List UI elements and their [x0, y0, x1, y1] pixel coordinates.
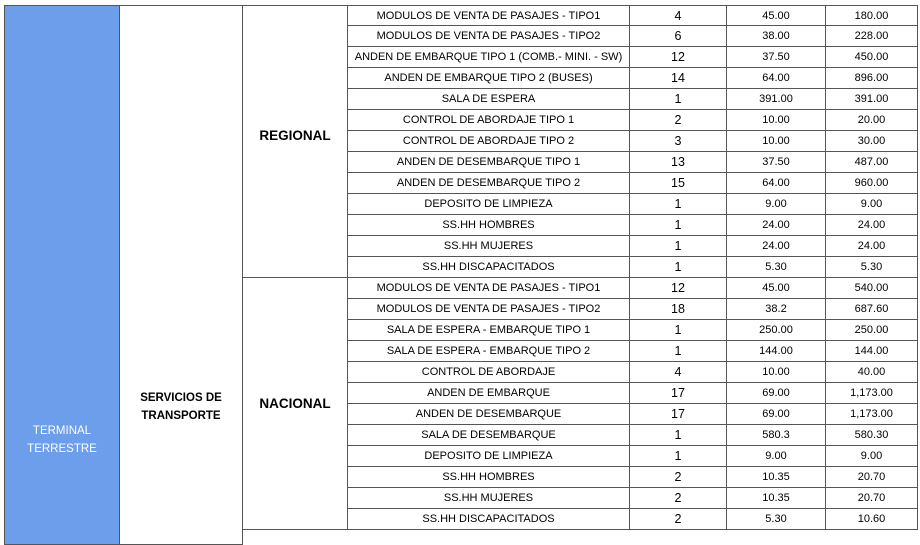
subtotal-cell[interactable]: 580.30 [826, 425, 918, 446]
group-label-nacional[interactable] [243, 278, 348, 530]
service-label[interactable] [120, 5, 243, 545]
area-cell[interactable]: 10.35 [727, 467, 826, 488]
subtotal-cell[interactable]: 896.00 [826, 68, 918, 89]
quantity-cell[interactable]: 17 [630, 404, 727, 425]
subtotal-cell[interactable]: 144.00 [826, 341, 918, 362]
quantity-cell[interactable]: 3 [630, 131, 727, 152]
space-cell[interactable]: SALA DE ESPERA - EMBARQUE TIPO 2 [348, 341, 630, 362]
quantity-cell[interactable]: 1 [630, 215, 727, 236]
subtotal-cell[interactable]: 228.00 [826, 26, 918, 47]
space-cell[interactable]: MODULOS DE VENTA DE PASAJES - TIPO1 [348, 278, 630, 299]
area-cell[interactable]: 64.00 [727, 173, 826, 194]
quantity-cell[interactable]: 18 [630, 299, 727, 320]
service-label-text: SERVICIOS DE TRANSPORTE [140, 392, 222, 422]
subtotal-cell[interactable]: 540.00 [826, 278, 918, 299]
area-cell[interactable]: 45.00 [727, 278, 826, 299]
area-cell[interactable]: 5.30 [727, 257, 826, 278]
subtotal-cell[interactable]: 1,173.00 [826, 404, 918, 425]
area-cell[interactable]: 24.00 [727, 215, 826, 236]
space-cell[interactable]: SALA DE ESPERA - EMBARQUE TIPO 1 [348, 320, 630, 341]
space-cell[interactable]: ANDEN DE DESEMBARQUE [348, 404, 630, 425]
subtotal-cell[interactable]: 450.00 [826, 47, 918, 68]
quantity-cell[interactable]: 2 [630, 509, 727, 530]
space-cell[interactable]: MODULOS DE VENTA DE PASAJES - TIPO2 [348, 299, 630, 320]
subtotal-cell[interactable]: 10.60 [826, 509, 918, 530]
area-cell[interactable]: 5.30 [727, 509, 826, 530]
area-cell[interactable]: 10.00 [727, 131, 826, 152]
space-cell[interactable]: ANDEN DE EMBARQUE TIPO 2 (BUSES) [348, 68, 630, 89]
area-cell[interactable]: 9.00 [727, 194, 826, 215]
space-cell[interactable]: ANDEN DE DESEMBARQUE TIPO 2 [348, 173, 630, 194]
quantity-cell[interactable]: 1 [630, 236, 727, 257]
quantity-cell[interactable]: 1 [630, 425, 727, 446]
area-cell[interactable]: 580.3 [727, 425, 826, 446]
subtotal-cell[interactable]: 391.00 [826, 89, 918, 110]
group-label-regional[interactable] [243, 5, 348, 278]
quantity-cell[interactable]: 4 [630, 362, 727, 383]
area-cell[interactable]: 64.00 [727, 68, 826, 89]
subtotal-cell[interactable]: 687.60 [826, 299, 918, 320]
space-cell[interactable]: DEPOSITO DE LIMPIEZA [348, 446, 630, 467]
subtotal-cell[interactable]: 250.00 [826, 320, 918, 341]
space-cell[interactable]: SS.HH HOMBRES [348, 467, 630, 488]
subtotal-cell[interactable]: 24.00 [826, 215, 918, 236]
quantity-cell[interactable]: 1 [630, 341, 727, 362]
space-cell[interactable]: SS.HH MUJERES [348, 488, 630, 509]
area-cell[interactable]: 10.00 [727, 362, 826, 383]
subtotal-cell[interactable]: 30.00 [826, 131, 918, 152]
quantity-cell[interactable]: 1 [630, 194, 727, 215]
subtotal-cell[interactable]: 487.00 [826, 152, 918, 173]
terminal-label-text: TERMINAL TERRESTRE [27, 425, 97, 455]
quantity-cell[interactable]: 13 [630, 152, 727, 173]
subtotal-cell[interactable]: 20.70 [826, 467, 918, 488]
area-cell[interactable]: 69.00 [727, 383, 826, 404]
area-cell[interactable]: 10.35 [727, 488, 826, 509]
quantity-cell[interactable]: 2 [630, 467, 727, 488]
area-cell[interactable]: 24.00 [727, 236, 826, 257]
space-cell[interactable]: SALA DE DESEMBARQUE [348, 425, 630, 446]
space-cell[interactable]: ANDEN DE DESEMBARQUE TIPO 1 [348, 152, 630, 173]
space-cell[interactable]: ANDEN DE EMBARQUE TIPO 1 (COMB.- MINI. - SW) [348, 47, 630, 68]
area-cell[interactable]: 37.50 [727, 47, 826, 68]
space-cell[interactable]: SS.HH HOMBRES [348, 215, 630, 236]
area-cell[interactable]: 38.2 [727, 299, 826, 320]
space-cell[interactable]: ANDEN DE EMBARQUE [348, 383, 630, 404]
space-cell[interactable]: CONTROL DE ABORDAJE TIPO 2 [348, 131, 630, 152]
space-cell[interactable]: SS.HH MUJERES [348, 236, 630, 257]
quantity-cell[interactable]: 2 [630, 110, 727, 131]
area-cell[interactable]: 37.50 [727, 152, 826, 173]
subtotal-cell[interactable]: 960.00 [826, 173, 918, 194]
quantity-cell[interactable]: 6 [630, 26, 727, 47]
quantity-cell[interactable]: 1 [630, 320, 727, 341]
quantity-cell[interactable]: 1 [630, 257, 727, 278]
group-label-text: NACIONAL [259, 396, 331, 411]
quantity-cell[interactable]: 15 [630, 173, 727, 194]
group-label-text: REGIONAL [259, 128, 331, 143]
terminal-label[interactable] [4, 5, 120, 545]
quantity-cell[interactable]: 12 [630, 47, 727, 68]
subtotal-cell[interactable]: 20.00 [826, 110, 918, 131]
subtotal-cell[interactable]: 1,173.00 [826, 383, 918, 404]
space-cell[interactable]: CONTROL DE ABORDAJE [348, 362, 630, 383]
quantity-cell[interactable]: 14 [630, 68, 727, 89]
subtotal-cell[interactable]: 9.00 [826, 446, 918, 467]
area-cell[interactable]: 45.00 [727, 5, 826, 26]
subtotal-cell[interactable]: 5.30 [826, 257, 918, 278]
quantity-cell[interactable]: 1 [630, 446, 727, 467]
space-cell[interactable]: MODULOS DE VENTA DE PASAJES - TIPO1 [348, 5, 630, 26]
space-cell[interactable]: CONTROL DE ABORDAJE TIPO 1 [348, 110, 630, 131]
quantity-cell[interactable]: 2 [630, 488, 727, 509]
space-cell[interactable]: SS.HH DISCAPACITADOS [348, 509, 630, 530]
area-cell[interactable]: 38.00 [727, 26, 826, 47]
subtotal-cell[interactable]: 20.70 [826, 488, 918, 509]
subtotal-cell[interactable]: 180.00 [826, 5, 918, 26]
space-cell[interactable]: MODULOS DE VENTA DE PASAJES - TIPO2 [348, 26, 630, 47]
area-cell[interactable]: 144.00 [727, 341, 826, 362]
area-cell[interactable]: 69.00 [727, 404, 826, 425]
area-cell[interactable]: 391.00 [727, 89, 826, 110]
space-cell[interactable]: SS.HH DISCAPACITADOS [348, 257, 630, 278]
space-cell[interactable]: DEPOSITO DE LIMPIEZA [348, 194, 630, 215]
quantity-cell[interactable]: 12 [630, 278, 727, 299]
quantity-cell[interactable]: 1 [630, 89, 727, 110]
space-cell[interactable]: SALA DE ESPERA [348, 89, 630, 110]
subtotal-cell[interactable]: 24.00 [826, 236, 918, 257]
subtotal-cell[interactable]: 40.00 [826, 362, 918, 383]
quantity-cell[interactable]: 17 [630, 383, 727, 404]
area-cell[interactable]: 9.00 [727, 446, 826, 467]
subtotal-cell[interactable]: 9.00 [826, 194, 918, 215]
quantity-cell[interactable]: 4 [630, 5, 727, 26]
spreadsheet-table [4, 5, 918, 545]
area-cell[interactable]: 10.00 [727, 110, 826, 131]
area-cell[interactable]: 250.00 [727, 320, 826, 341]
